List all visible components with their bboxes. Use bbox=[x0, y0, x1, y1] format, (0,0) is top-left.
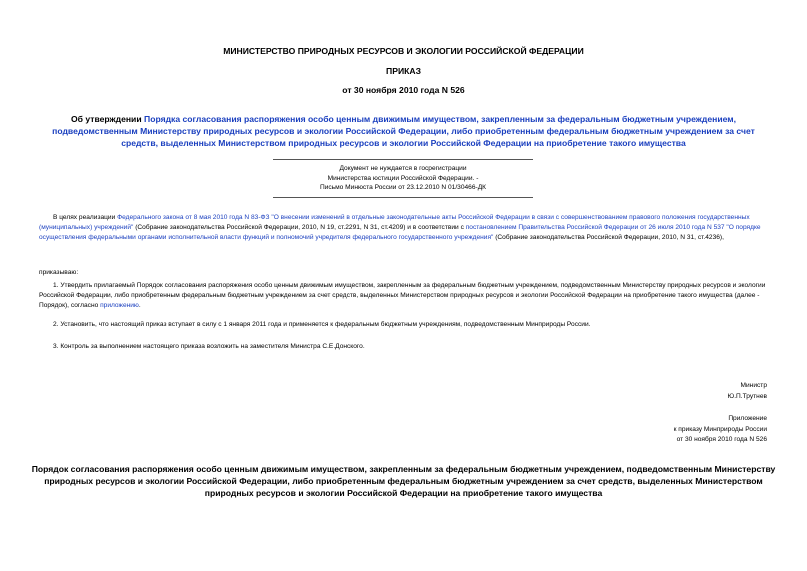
procedure-link[interactable]: Порядка согласования распоряжения особо ценным движимым имуществом, закрепленным за федеральным бюджетным учреждением, подведомственным Министерству природных ресурсов и экологии Российской Федерации, либо приобретенным федеральным бюджетным учреждением за счет средств, выделенных Министерством природных ресурсов и экологии Российской Федерации на приобретение такого имущества bbox=[52, 114, 755, 148]
ministry-name: МИНИСТЕРСТВО ПРИРОДНЫХ РЕСУРСОВ И ЭКОЛОГИИ РОССИЙСКОЙ ФЕДЕРАЦИИ bbox=[223, 46, 584, 56]
registration-note-line1: Документ не нуждается в госрегистрации bbox=[339, 165, 467, 172]
document-title bbox=[50, 113, 757, 149]
document-type: ПРИКАЗ bbox=[386, 66, 421, 76]
order-item-1-text: 1. Утвердить прилагаемый Порядок согласования распоряжения особо ценным движимым имуществом, закрепленным за федеральным бюджетным учреждением, подведомственным Министерству природных ресурсов и экологии Российской Федерации, либо приобретенным федеральным бюджетным учреждением за счет средств, выделенных Министерством природных ресурсов и экологии Российской Федерации на приобретение такого имущества (далее - Порядок), согласно bbox=[39, 282, 766, 309]
appendix-header bbox=[674, 414, 767, 446]
intro-text-3: (Собрание законодательства Российской Федерации, 2010, N 31, ст.4236), bbox=[493, 234, 724, 241]
appendix-line2: к приказу Минприроды России bbox=[673, 425, 767, 433]
intro-paragraph bbox=[39, 213, 769, 243]
registration-note-line2: Министерства юстиции Российской Федерации. - bbox=[327, 174, 479, 182]
signature-name: Ю.П.Трутнев bbox=[727, 393, 767, 400]
title-prefix: Об утверждении bbox=[70, 114, 145, 124]
order-item-1 bbox=[39, 281, 769, 311]
appendix-line3: от 30 ноября 2010 года N 526 bbox=[676, 436, 767, 443]
appendix-link[interactable]: приложению bbox=[100, 302, 139, 309]
document-date-number: от 30 ноября 2010 года N 526 bbox=[342, 85, 465, 95]
intro-text-1: В целях реализации bbox=[53, 214, 118, 221]
orders-label: приказываю: bbox=[39, 269, 79, 276]
order-item-2: 2. Установить, что настоящий приказ вступает в силу с 1 января 2011 года и применяется к федеральным бюджетным учреждениям, подведомственным Минприроды России. bbox=[53, 321, 591, 328]
annex-title: Порядок согласования распоряжения особо ценным движимым имуществом, закрепленным за федеральным бюджетным учреждением, подведомственным Министерству природных ресурсов и экологии Российской Федерации, либо приобретенным федеральным бюджетным учреждением за счет средств, выделенных Министерством природных ресурсов и экологии Российской Федерации на приобретение такого имущества bbox=[31, 464, 776, 498]
order-item-3: 3. Контроль за выполнением настоящего приказа возложить на заместителя Министра С.Е.Донского. bbox=[53, 343, 365, 350]
order-item-1-end: . bbox=[138, 302, 141, 309]
registration-note-line3: Письмо Минюста России от 23.12.2010 N 01/30466-ДК bbox=[319, 184, 487, 191]
government-resolution-link[interactable]: постановлением Правительства Российской Федерации от 26 июля 2010 года N 537 "О порядке осуществления федеральными органами исполнительной власти функций и полномочий учредителя федерального государственного учреждения" bbox=[39, 224, 761, 241]
registration-note bbox=[273, 159, 533, 198]
appendix-line1: Приложение bbox=[728, 415, 767, 422]
signature-title: Министр bbox=[740, 382, 767, 389]
federal-law-link[interactable]: Федерального закона от 8 мая 2010 года N 83-ФЗ "О внесении изменений в отдельные законодательные акты Российской Федерации в связи с совершенствованием правового положения государственных (муниципальных) учреждений" bbox=[39, 214, 750, 231]
intro-text-2: (Собрание законодательства Российской Федерации, 2010, N 19, ст.2291, N 31, ст.4209) и в соответствии с bbox=[133, 224, 466, 231]
